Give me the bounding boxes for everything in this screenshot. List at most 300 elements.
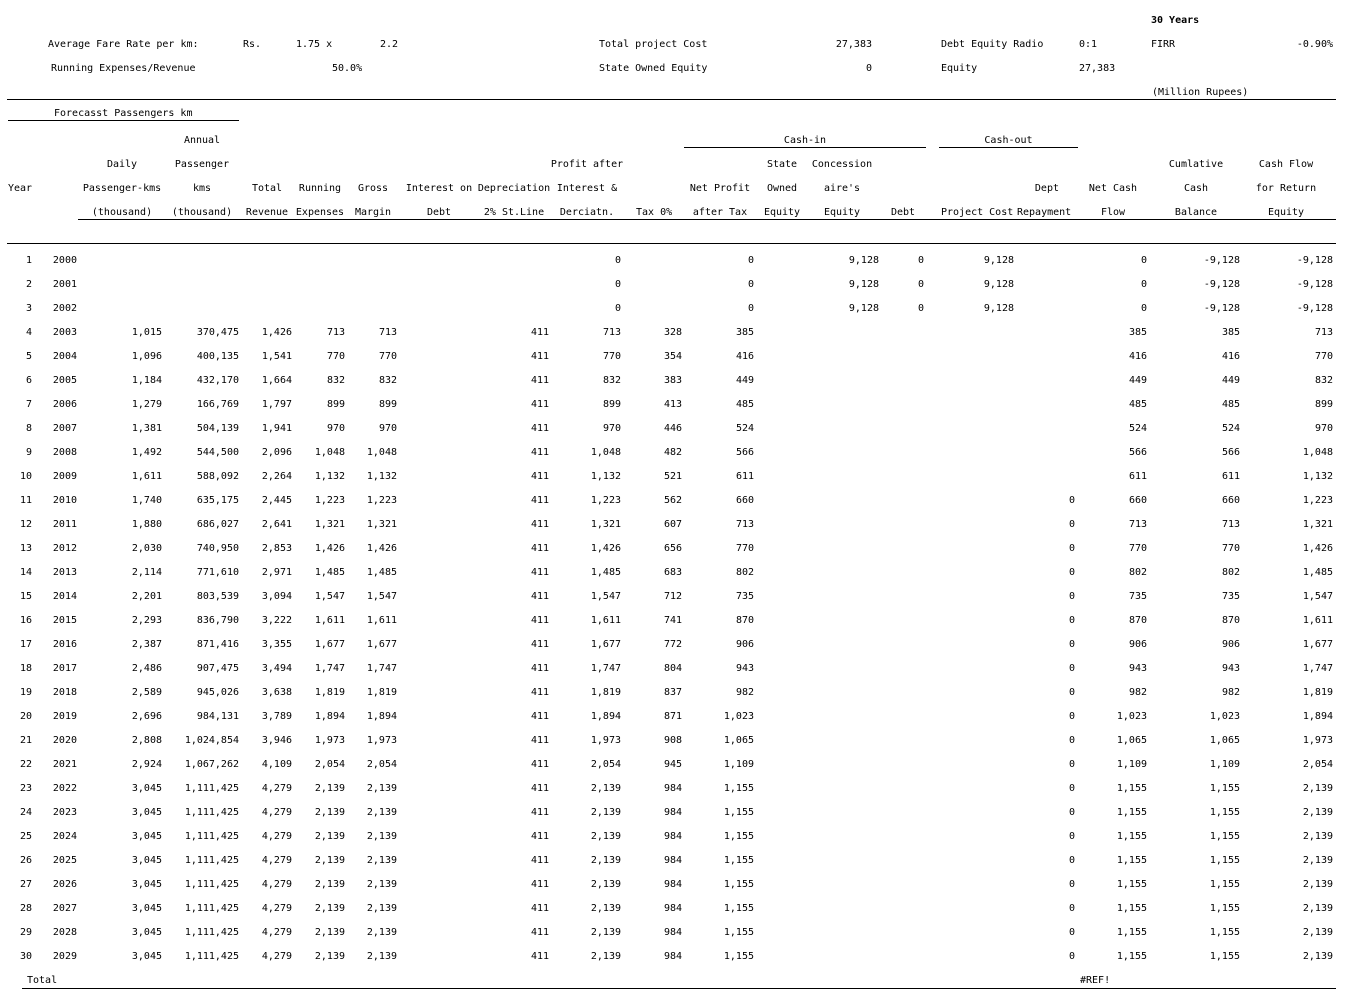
cell-gross-margin: 1,485: [366, 567, 397, 578]
cell-year: 2000: [52, 255, 77, 266]
cell-gross-margin: 770: [378, 351, 397, 362]
cell-cumulative-balance: 1,155: [1209, 951, 1240, 962]
cell-net-cash-flow: 0: [1140, 255, 1147, 266]
cell-profit: 2,139: [590, 903, 621, 914]
cell-running-expenses: 1,819: [314, 687, 345, 698]
cell-gross-margin: 713: [378, 327, 397, 338]
cell-cash-flow-equity: 2,139: [1302, 879, 1333, 890]
cell-cash-flow-equity: -9,128: [1296, 255, 1333, 266]
cell-tax: 712: [663, 591, 682, 602]
cell-dept-repayment: 0: [1068, 495, 1075, 506]
cell-year: 2027: [52, 903, 77, 914]
cell-cash-flow-equity: 2,139: [1302, 783, 1333, 794]
cell-dept-repayment: 0: [1068, 543, 1075, 554]
cell-net-profit: 1,155: [723, 879, 754, 890]
cell-year: 2024: [52, 831, 77, 842]
cell-net-profit: 1,155: [723, 855, 754, 866]
cell-cash-flow-equity: 713: [1314, 327, 1333, 338]
cell-gross-margin: 2,139: [366, 927, 397, 938]
cell-net-profit: 1,065: [723, 735, 754, 746]
cell-cash-flow-equity: 1,223: [1302, 495, 1333, 506]
col-concession-3: Equity: [823, 207, 861, 218]
cell-daily-pkm: 1,740: [131, 495, 162, 506]
cell-running-expenses: 1,132: [314, 471, 345, 482]
cell-tax: 482: [663, 447, 682, 458]
cell-cash-flow-equity: 1,321: [1302, 519, 1333, 530]
cell-running-expenses: 899: [326, 399, 345, 410]
cell-gross-margin: 1,973: [366, 735, 397, 746]
cell-net-cash-flow: 385: [1128, 327, 1147, 338]
cell-net-profit: 0: [747, 255, 754, 266]
cell-index: 7: [25, 399, 32, 410]
cell-depreciation: 411: [530, 687, 549, 698]
cash-out-header: Cash-out: [984, 135, 1033, 146]
cell-cash-flow-equity: 832: [1314, 375, 1333, 386]
cell-cash-flow-equity: 1,611: [1302, 615, 1333, 626]
cell-index: 6: [25, 375, 32, 386]
cell-cumulative-balance: 1,109: [1209, 759, 1240, 770]
cell-total-revenue: 4,279: [261, 855, 292, 866]
cell-net-profit: 770: [735, 543, 754, 554]
cell-annual-pkm: 740,950: [196, 543, 239, 554]
cell-net-profit: 449: [735, 375, 754, 386]
cell-gross-margin: 2,139: [366, 807, 397, 818]
cell-cash-flow-equity: 899: [1314, 399, 1333, 410]
cell-depreciation: 411: [530, 471, 549, 482]
col-depreciation-1: Depreciation: [477, 183, 551, 194]
cell-index: 27: [19, 879, 32, 890]
cell-running-expenses: 2,054: [314, 759, 345, 770]
cell-index: 10: [19, 471, 32, 482]
cell-cumulative-balance: -9,128: [1203, 303, 1240, 314]
cell-running-expenses: 1,973: [314, 735, 345, 746]
cell-total-revenue: 1,797: [261, 399, 292, 410]
cell-depreciation: 411: [530, 375, 549, 386]
cell-gross-margin: 899: [378, 399, 397, 410]
firr-value: -0.90%: [1296, 39, 1333, 50]
cell-running-expenses: 2,139: [314, 831, 345, 842]
cell-index: 9: [25, 447, 32, 458]
cell-year: 2003: [52, 327, 77, 338]
cell-total-revenue: 2,853: [261, 543, 292, 554]
cell-profit: 832: [602, 375, 621, 386]
cell-year: 2006: [52, 399, 77, 410]
cell-total-revenue: 4,279: [261, 879, 292, 890]
cell-total-revenue: 4,279: [261, 807, 292, 818]
cell-cumulative-balance: 524: [1221, 423, 1240, 434]
cell-profit: 1,048: [590, 447, 621, 458]
cell-depreciation: 411: [530, 615, 549, 626]
cash-in-header: Cash-in: [783, 135, 827, 146]
cell-dept-repayment: 0: [1068, 591, 1075, 602]
cell-total-revenue: 4,279: [261, 903, 292, 914]
cell-running-expenses: 2,139: [314, 855, 345, 866]
cell-profit: 2,139: [590, 855, 621, 866]
cell-dept-repayment: 0: [1068, 783, 1075, 794]
cell-tax: 984: [663, 855, 682, 866]
cell-year: 2008: [52, 447, 77, 458]
cell-daily-pkm: 3,045: [131, 903, 162, 914]
cell-annual-pkm: 1,111,425: [184, 951, 239, 962]
cell-year: 2021: [52, 759, 77, 770]
cell-net-profit: 1,023: [723, 711, 754, 722]
cell-cumulative-balance: 870: [1221, 615, 1240, 626]
cell-running-expenses: 1,426: [314, 543, 345, 554]
cell-gross-margin: 1,894: [366, 711, 397, 722]
cell-gross-margin: 2,139: [366, 831, 397, 842]
cell-tax: 984: [663, 927, 682, 938]
col-dept-1: Dept: [1034, 183, 1059, 194]
cell-index: 1: [25, 255, 32, 266]
cell-gross-margin: 1,547: [366, 591, 397, 602]
cell-cash-flow-equity: 1,894: [1302, 711, 1333, 722]
debt-equity-ratio-label: Debt Equity Radio: [941, 39, 1044, 50]
cell-net-cash-flow: 1,155: [1116, 951, 1147, 962]
cell-tax: 521: [663, 471, 682, 482]
cell-year: 2023: [52, 807, 77, 818]
cell-net-profit: 385: [735, 327, 754, 338]
cell-cash-flow-equity: 1,747: [1302, 663, 1333, 674]
cell-profit: 2,139: [590, 783, 621, 794]
cell-net-cash-flow: 713: [1128, 519, 1147, 530]
cell-net-cash-flow: 611: [1128, 471, 1147, 482]
cell-project-cost: 9,128: [983, 303, 1014, 314]
cell-concession-equity: 9,128: [848, 279, 879, 290]
cell-annual-pkm: 1,111,425: [184, 807, 239, 818]
cell-project-cost: 9,128: [983, 279, 1014, 290]
cell-cash-flow-equity: 1,426: [1302, 543, 1333, 554]
cell-cash-flow-equity: 970: [1314, 423, 1333, 434]
cell-annual-pkm: 1,067,262: [184, 759, 239, 770]
cell-net-cash-flow: 660: [1128, 495, 1147, 506]
cell-net-cash-flow: 0: [1140, 279, 1147, 290]
forecast-header: Forecasst Passengers km: [54, 108, 193, 119]
cell-net-profit: 1,155: [723, 783, 754, 794]
cell-tax: 804: [663, 663, 682, 674]
cell-depreciation: 411: [530, 879, 549, 890]
cell-depreciation: 411: [530, 423, 549, 434]
cell-cumulative-balance: 566: [1221, 447, 1240, 458]
cell-depreciation: 411: [530, 447, 549, 458]
cell-cumulative-balance: 1,155: [1209, 855, 1240, 866]
col-state-1: State: [766, 159, 798, 170]
cell-index: 20: [19, 711, 32, 722]
cell-annual-pkm: 370,475: [196, 327, 239, 338]
cell-gross-margin: 2,054: [366, 759, 397, 770]
cell-gross-margin: 1,132: [366, 471, 397, 482]
cell-project-cost: 9,128: [983, 255, 1014, 266]
cell-annual-pkm: 400,135: [196, 351, 239, 362]
cell-gross-margin: 1,747: [366, 663, 397, 674]
cell-running-expenses: 832: [326, 375, 345, 386]
cell-daily-pkm: 2,486: [131, 663, 162, 674]
col-total-revenue-1: Total: [251, 183, 283, 194]
cell-profit: 0: [614, 279, 621, 290]
col-daily-2: Passenger-kms: [82, 183, 162, 194]
cell-year: 2007: [52, 423, 77, 434]
col-dept-2: Repayment: [1017, 207, 1072, 218]
cell-daily-pkm: 3,045: [131, 927, 162, 938]
cell-daily-pkm: 1,492: [131, 447, 162, 458]
cell-cumulative-balance: 1,155: [1209, 831, 1240, 842]
cell-running-expenses: 2,139: [314, 951, 345, 962]
cell-total-revenue: 4,279: [261, 951, 292, 962]
cell-cumulative-balance: 713: [1221, 519, 1240, 530]
bottom-divider: [22, 988, 1336, 989]
cell-running-expenses: 2,139: [314, 807, 345, 818]
cell-annual-pkm: 504,139: [196, 423, 239, 434]
cell-profit: 2,139: [590, 831, 621, 842]
cell-depreciation: 411: [530, 543, 549, 554]
cell-tax: 741: [663, 615, 682, 626]
cell-net-cash-flow: 1,155: [1116, 879, 1147, 890]
cell-total-revenue: 2,445: [261, 495, 292, 506]
cell-profit: 713: [602, 327, 621, 338]
cell-net-profit: 1,155: [723, 903, 754, 914]
cell-dept-repayment: 0: [1068, 759, 1075, 770]
cell-net-cash-flow: 982: [1128, 687, 1147, 698]
forecast-underline: [8, 120, 239, 121]
cell-total-revenue: 1,426: [261, 327, 292, 338]
cell-cumulative-balance: 982: [1221, 687, 1240, 698]
cell-net-profit: 1,155: [723, 807, 754, 818]
col-cash-flow-1: Cash Flow: [1258, 159, 1314, 170]
cell-cumulative-balance: 735: [1221, 591, 1240, 602]
cell-daily-pkm: 2,201: [131, 591, 162, 602]
cell-depreciation: 411: [530, 807, 549, 818]
cell-cumulative-balance: 906: [1221, 639, 1240, 650]
cell-daily-pkm: 1,279: [131, 399, 162, 410]
cell-annual-pkm: 1,111,425: [184, 927, 239, 938]
col-total-revenue-2: Revenue: [245, 207, 289, 218]
cell-cash-flow-equity: 1,132: [1302, 471, 1333, 482]
cell-profit: 1,426: [590, 543, 621, 554]
cell-net-cash-flow: 416: [1128, 351, 1147, 362]
cell-cumulative-balance: 943: [1221, 663, 1240, 674]
cell-total-revenue: 2,971: [261, 567, 292, 578]
equity-label: Equity: [941, 63, 978, 74]
cell-annual-pkm: 836,790: [196, 615, 239, 626]
cell-net-profit: 0: [747, 279, 754, 290]
cell-index: 25: [19, 831, 32, 842]
cell-year: 2019: [52, 711, 77, 722]
cell-index: 14: [19, 567, 32, 578]
cell-index: 8: [25, 423, 32, 434]
cell-gross-margin: 1,223: [366, 495, 397, 506]
cell-annual-pkm: 1,111,425: [184, 879, 239, 890]
cell-gross-margin: 1,048: [366, 447, 397, 458]
cell-dept-repayment: 0: [1068, 687, 1075, 698]
cell-daily-pkm: 1,381: [131, 423, 162, 434]
cell-running-expenses: 1,048: [314, 447, 345, 458]
cell-net-profit: 660: [735, 495, 754, 506]
cell-annual-pkm: 803,539: [196, 591, 239, 602]
cell-gross-margin: 970: [378, 423, 397, 434]
cell-index: 15: [19, 591, 32, 602]
cell-gross-margin: 1,321: [366, 519, 397, 530]
cash-in-underline: [684, 147, 926, 148]
cell-profit: 770: [602, 351, 621, 362]
cell-year: 2009: [52, 471, 77, 482]
cell-tax: 984: [663, 807, 682, 818]
cell-daily-pkm: 1,611: [131, 471, 162, 482]
col-profit-3: Derciatn.: [559, 207, 615, 218]
cell-net-profit: 1,155: [723, 831, 754, 842]
cell-year: 2004: [52, 351, 77, 362]
col-concession-2: aire's: [823, 183, 861, 194]
col-net-profit-2: after Tax: [692, 207, 748, 218]
cell-total-revenue: 4,279: [261, 927, 292, 938]
cell-daily-pkm: 1,880: [131, 519, 162, 530]
cell-tax: 383: [663, 375, 682, 386]
cell-year: 2010: [52, 495, 77, 506]
cell-net-cash-flow: 1,065: [1116, 735, 1147, 746]
fare-currency: Rs.: [243, 39, 262, 50]
cell-total-revenue: 2,641: [261, 519, 292, 530]
cell-cash-flow-equity: 2,139: [1302, 807, 1333, 818]
cell-cash-flow-equity: 1,819: [1302, 687, 1333, 698]
cell-debt: 0: [917, 255, 924, 266]
cell-total-revenue: 3,222: [261, 615, 292, 626]
cell-net-profit: 802: [735, 567, 754, 578]
cell-index: 23: [19, 783, 32, 794]
cell-total-revenue: 2,096: [261, 447, 292, 458]
cell-dept-repayment: 0: [1068, 735, 1075, 746]
cell-net-cash-flow: 906: [1128, 639, 1147, 650]
table-top-divider: [7, 243, 1336, 244]
cell-dept-repayment: 0: [1068, 951, 1075, 962]
cell-profit: 1,321: [590, 519, 621, 530]
cell-index: 11: [19, 495, 32, 506]
cell-running-expenses: 2,139: [314, 903, 345, 914]
cell-depreciation: 411: [530, 327, 549, 338]
cell-tax: 908: [663, 735, 682, 746]
cell-net-profit: 713: [735, 519, 754, 530]
cell-net-cash-flow: 1,023: [1116, 711, 1147, 722]
cell-depreciation: 411: [530, 735, 549, 746]
cell-gross-margin: 1,426: [366, 543, 397, 554]
total-net-cash-flow: #REF!: [1080, 975, 1111, 986]
cell-annual-pkm: 1,111,425: [184, 783, 239, 794]
cell-net-profit: 611: [735, 471, 754, 482]
col-gross-2: Margin: [354, 207, 392, 218]
cell-tax: 562: [663, 495, 682, 506]
cell-depreciation: 411: [530, 951, 549, 962]
cell-gross-margin: 2,139: [366, 879, 397, 890]
cell-net-cash-flow: 1,155: [1116, 831, 1147, 842]
cell-running-expenses: 1,485: [314, 567, 345, 578]
cell-cash-flow-equity: 2,139: [1302, 927, 1333, 938]
cell-profit: 899: [602, 399, 621, 410]
col-gross-1: Gross: [357, 183, 389, 194]
cell-total-revenue: 2,264: [261, 471, 292, 482]
cash-out-underline: [939, 147, 1078, 148]
cell-cash-flow-equity: 1,547: [1302, 591, 1333, 602]
cell-net-cash-flow: 770: [1128, 543, 1147, 554]
cell-cash-flow-equity: 1,485: [1302, 567, 1333, 578]
cell-net-profit: 735: [735, 591, 754, 602]
cell-index: 3: [25, 303, 32, 314]
cell-index: 5: [25, 351, 32, 362]
cell-tax: 984: [663, 783, 682, 794]
cell-annual-pkm: 686,027: [196, 519, 239, 530]
total-label: Total: [27, 975, 58, 986]
cell-depreciation: 411: [530, 831, 549, 842]
cell-year: 2014: [52, 591, 77, 602]
cell-cumulative-balance: 770: [1221, 543, 1240, 554]
running-expenses-label: Running Expenses/Revenue: [51, 63, 196, 74]
cell-gross-margin: 2,139: [366, 903, 397, 914]
cell-index: 19: [19, 687, 32, 698]
cell-cash-flow-equity: 2,139: [1302, 951, 1333, 962]
cell-depreciation: 411: [530, 399, 549, 410]
cell-profit: 1,223: [590, 495, 621, 506]
cell-cash-flow-equity: -9,128: [1296, 303, 1333, 314]
cell-index: 22: [19, 759, 32, 770]
cell-year: 2017: [52, 663, 77, 674]
cell-running-expenses: 2,139: [314, 879, 345, 890]
col-interest-1: Interest on: [405, 183, 473, 194]
cell-concession-equity: 9,128: [848, 303, 879, 314]
cell-tax: 656: [663, 543, 682, 554]
cell-total-revenue: 4,279: [261, 783, 292, 794]
fare-rate-value: 1.75 x: [296, 39, 333, 50]
cell-daily-pkm: 1,015: [131, 327, 162, 338]
cell-net-profit: 1,155: [723, 927, 754, 938]
cell-profit: 2,054: [590, 759, 621, 770]
col-net-cash-2: Flow: [1100, 207, 1126, 218]
cell-daily-pkm: 2,387: [131, 639, 162, 650]
cell-net-profit: 485: [735, 399, 754, 410]
cell-net-cash-flow: 485: [1128, 399, 1147, 410]
cell-total-revenue: 1,541: [261, 351, 292, 362]
cell-profit: 2,139: [590, 879, 621, 890]
cell-dept-repayment: 0: [1068, 567, 1075, 578]
cell-index: 29: [19, 927, 32, 938]
cell-net-profit: 982: [735, 687, 754, 698]
cell-gross-margin: 2,139: [366, 855, 397, 866]
cell-gross-margin: 2,139: [366, 951, 397, 962]
cell-profit: 0: [614, 255, 621, 266]
cell-depreciation: 411: [530, 351, 549, 362]
col-annual-1: Annual: [183, 135, 221, 146]
cell-depreciation: 411: [530, 759, 549, 770]
cell-daily-pkm: 3,045: [131, 855, 162, 866]
cell-year: 2018: [52, 687, 77, 698]
cell-cumulative-balance: 1,155: [1209, 879, 1240, 890]
cell-total-revenue: 1,941: [261, 423, 292, 434]
cell-tax: 607: [663, 519, 682, 530]
cell-total-revenue: 3,638: [261, 687, 292, 698]
cell-daily-pkm: 3,045: [131, 879, 162, 890]
cell-profit: 1,894: [590, 711, 621, 722]
cell-depreciation: 411: [530, 903, 549, 914]
cell-cumulative-balance: -9,128: [1203, 279, 1240, 290]
cell-running-expenses: 1,677: [314, 639, 345, 650]
col-year: Year: [8, 183, 33, 194]
cell-index: 21: [19, 735, 32, 746]
cell-depreciation: 411: [530, 567, 549, 578]
cell-cash-flow-equity: 1,048: [1302, 447, 1333, 458]
cell-tax: 413: [663, 399, 682, 410]
cell-index: 30: [19, 951, 32, 962]
cell-depreciation: 411: [530, 591, 549, 602]
cell-depreciation: 411: [530, 855, 549, 866]
cell-cash-flow-equity: 770: [1314, 351, 1333, 362]
cell-daily-pkm: 2,293: [131, 615, 162, 626]
cell-net-cash-flow: 1,155: [1116, 855, 1147, 866]
cell-year: 2028: [52, 927, 77, 938]
